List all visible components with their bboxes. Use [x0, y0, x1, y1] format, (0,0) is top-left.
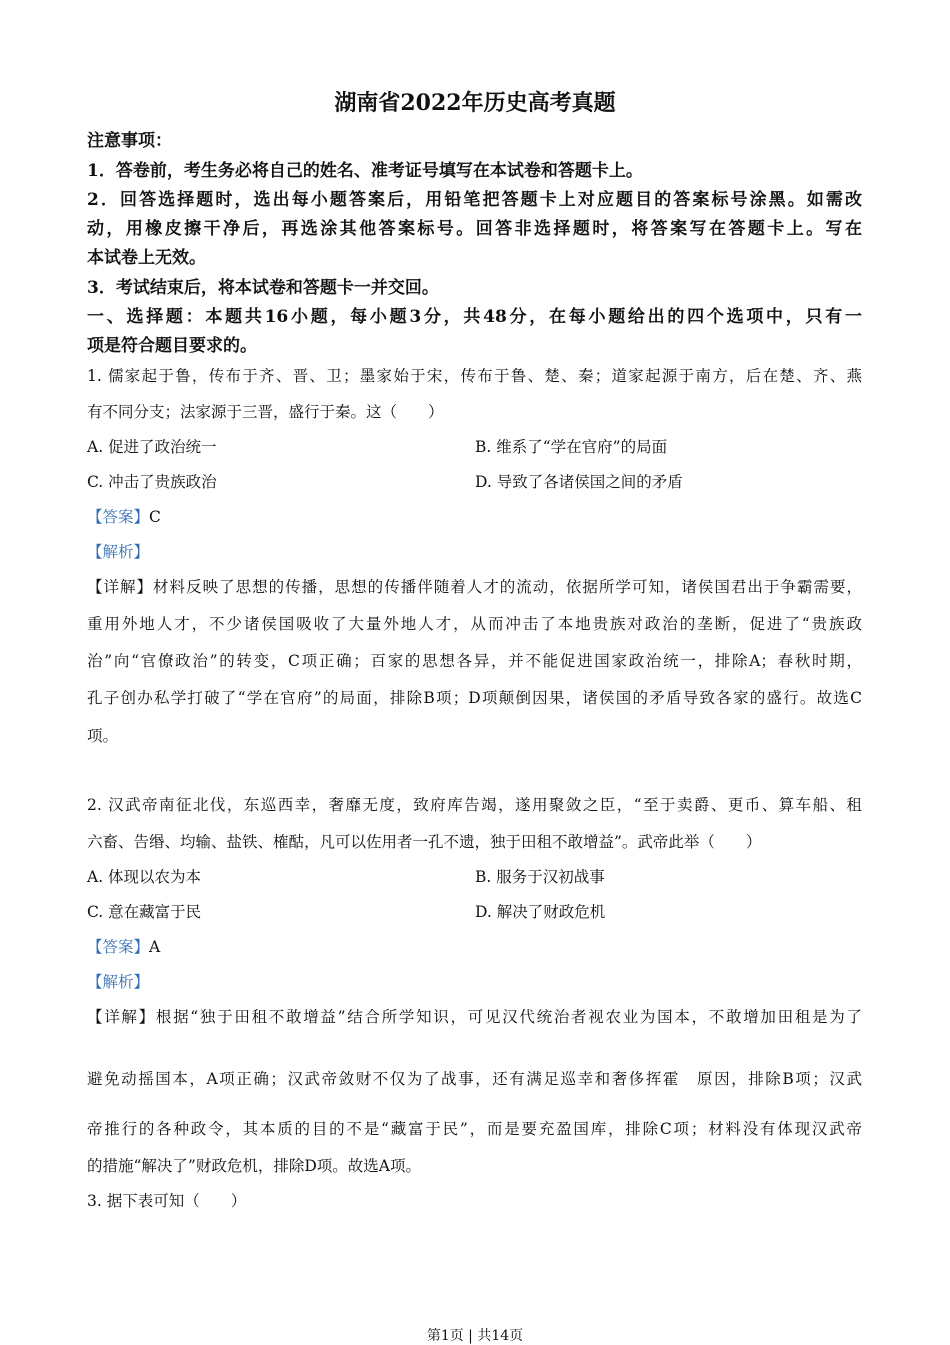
q2-stem: 2. 汉武帝南征北伐，东巡西幸，奢靡无度，致府库告竭，遂用聚敛之臣，“至于卖爵、更币、算车船、租	[87, 796, 862, 814]
section-heading-cont: 项是符合题目要求的。	[87, 336, 257, 356]
q1-detail-2: 重用外地人才，不少诸侯国吸收了大量外地人才，从而冲击了本地贵族对政治的垄断，促进了“贵族政	[87, 615, 862, 633]
q1-analysis-tag: 【解析】	[87, 543, 150, 561]
q2-stem-cont: 六畜、告缗、均输、盐铁、榷酤，凡可以佐用者一孔不遗，独于田租不敢增益”。武帝此举（ ）	[87, 833, 762, 851]
q2-detail-3: 帝推行的各种政令，其本质的目的不是“藏富于民”，而是要充盈国库，排除C项；材料没有体现汉武帝	[87, 1120, 862, 1138]
q2-option-d: D. 解决了财政危机	[475, 903, 606, 921]
q1-stem-cont: 有不同分支；法家源于三晋，盛行于秦。这（ ）	[87, 403, 444, 421]
q2-option-b: B. 服务于汉初战事	[475, 868, 605, 886]
q1-option-b: B. 维系了“学在官府”的局面	[475, 438, 668, 456]
answer-value: A	[149, 938, 161, 956]
page-footer: 第1页 | 共14页	[426, 1328, 524, 1344]
q1-detail	[87, 577, 862, 597]
q2-detail-2: 避免动摇国本，A项正确；汉武帝敛财不仅为了战事，还有满足巡幸和奢侈挥霍 原因，排除B项；汉武	[87, 1070, 862, 1088]
note-2: 2．回答选择题时，选出每小题答案后，用铅笔把答题卡上对应题目的答案标号涂黑。如需改	[87, 190, 862, 210]
q2-analysis-tag: 【解析】	[87, 973, 150, 991]
q2-answer	[87, 937, 160, 957]
answer-tag: 【答案】	[87, 508, 150, 526]
detail-tag: 【详解】	[87, 578, 154, 596]
q1-detail-4: 孔子创办私学打破了“学在官府”的局面，排除B项；D项颠倒因果，诸侯国的矛盾导致各家的盛行。故选C	[87, 689, 862, 707]
q1-option-a: A. 促进了政治统一	[87, 438, 217, 456]
note-3: 3．考试结束后，将本试卷和答题卡一并交回。	[87, 278, 439, 298]
note-2-end: 本试卷上无效。	[87, 248, 206, 268]
q2-option-a: A. 体现以农为本	[87, 868, 202, 886]
answer-value: C	[149, 508, 161, 526]
q1-stem: 1. 儒家起于鲁，传布于齐、晋、卫；墨家始于宋，传布于鲁、楚、秦；道家起源于南方，后在楚、齐、燕	[87, 367, 862, 385]
q1-detail-5: 项。	[87, 727, 119, 745]
detail-text: 材料反映了思想的传播，思想的传播伴随着人才的流动，依据所学可知，诸侯国君出于争霸需要，	[153, 578, 862, 596]
page-title: 湖南省2022年历史高考真题	[334, 90, 616, 116]
note-1: 1．答卷前，考生务必将自己的姓名、准考证号填写在本试卷和答题卡上。	[87, 161, 643, 181]
q2-detail-4: 的措施“解决了”财政危机，排除D项。故选A项。	[87, 1157, 421, 1175]
q1-answer	[87, 507, 161, 527]
note-2-cont: 动，用橡皮擦干净后，再选涂其他答案标号。回答非选择题时，将答案写在答题卡上。写在	[87, 219, 862, 239]
q1-option-d: D. 导致了各诸侯国之间的矛盾	[475, 473, 683, 491]
q3-stem: 3. 据下表可知（ ）	[87, 1192, 247, 1210]
section-heading: 一、选择题：本题共16小题，每小题3分，共48分，在每小题给出的四个选项中，只有一	[87, 307, 862, 327]
q1-option-c: C. 冲击了贵族政治	[87, 473, 217, 491]
notes-heading: 注意事项：	[87, 131, 172, 151]
answer-tag: 【答案】	[87, 938, 150, 956]
detail-tag: 【详解】	[87, 1008, 156, 1026]
q1-detail-3: 治”向“官僚政治”的转变，C项正确；百家的思想各异，并不能促进国家政治统一，排除A；春秋时期，	[87, 652, 862, 670]
detail-text: 根据“独于田租不敢增益”结合所学知识，可见汉代统治者视农业为国本，不敢增加田租是为了	[155, 1008, 862, 1026]
q2-option-c: C. 意在藏富于民	[87, 903, 202, 921]
q2-detail	[87, 1007, 862, 1027]
